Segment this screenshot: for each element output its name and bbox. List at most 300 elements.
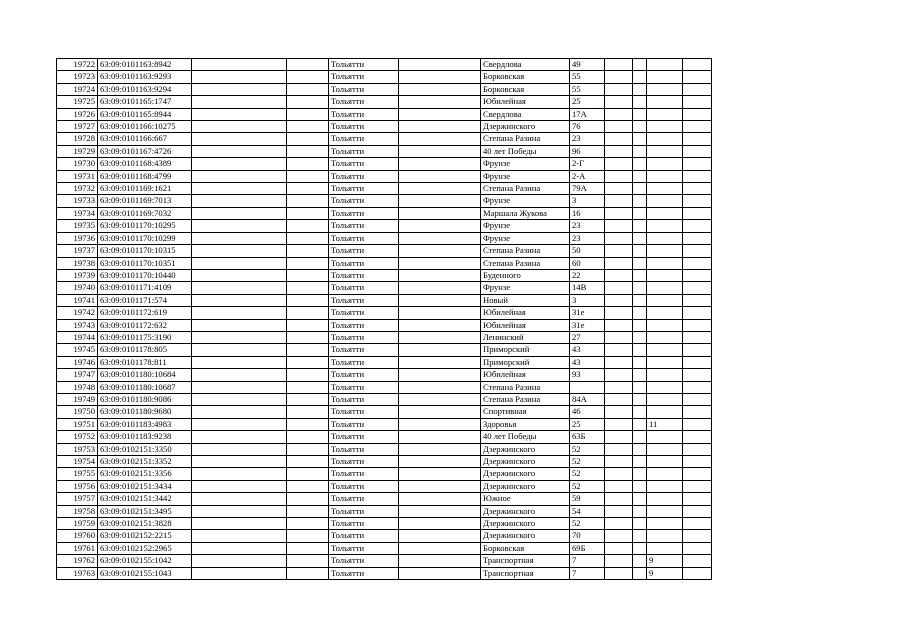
- cell-row-number: 19754: [57, 456, 98, 468]
- cell-building-number: [647, 158, 683, 170]
- cell-blank-col-4: [287, 319, 329, 331]
- table-row: [57, 257, 712, 269]
- cell-blank-col-6: [399, 220, 481, 232]
- cell-house-number: 17А: [570, 108, 605, 120]
- cell-blank-col-6: [399, 468, 481, 480]
- cell-building-number: [647, 369, 683, 381]
- table-row: [57, 220, 712, 232]
- cell-blank-col-12: [683, 220, 712, 232]
- cell-blank-col-6: [399, 108, 481, 120]
- table-row: [57, 456, 712, 468]
- cell-blank-col-4: [287, 381, 329, 393]
- cell-building-number: [647, 406, 683, 418]
- table-row: [57, 245, 712, 257]
- cell-house-number: 52: [570, 480, 605, 492]
- cell-building-number: [647, 207, 683, 219]
- cell-cadastral-number: 63:09:0101171:4109: [98, 282, 192, 294]
- cell-building-number: [647, 294, 683, 306]
- table-row: [57, 83, 712, 95]
- cell-row-number: 19748: [57, 381, 98, 393]
- cell-blank-col-4: [287, 480, 329, 492]
- cell-building-number: [647, 232, 683, 244]
- cell-street: Дзержинского: [481, 505, 570, 517]
- cell-row-number: 19759: [57, 518, 98, 530]
- cell-blank-col-4: [287, 158, 329, 170]
- cell-house-number: 52: [570, 468, 605, 480]
- cell-house-number: 7: [570, 555, 605, 567]
- cell-house-number: 14В: [570, 282, 605, 294]
- cell-city: Тольятти: [329, 232, 399, 244]
- cell-building-number: [647, 431, 683, 443]
- cell-blank-col-6: [399, 83, 481, 95]
- cell-blank-col-12: [683, 344, 712, 356]
- cell-blank-col-3: [192, 555, 287, 567]
- cell-cadastral-number: 63:09:0102151:3350: [98, 443, 192, 455]
- cell-blank-col-12: [683, 480, 712, 492]
- table-row: [57, 344, 712, 356]
- cell-blank-col-9: [605, 269, 633, 281]
- cell-blank-col-3: [192, 567, 287, 579]
- cell-building-number: [647, 331, 683, 343]
- cell-blank-col-10: [633, 294, 647, 306]
- cell-city: Тольятти: [329, 158, 399, 170]
- cell-blank-col-9: [605, 121, 633, 133]
- cell-row-number: 19722: [57, 59, 98, 71]
- table-row: [57, 158, 712, 170]
- cell-building-number: [647, 59, 683, 71]
- cell-blank-col-3: [192, 108, 287, 120]
- cell-city: Тольятти: [329, 356, 399, 368]
- cell-blank-col-9: [605, 356, 633, 368]
- cell-blank-col-10: [633, 307, 647, 319]
- cell-blank-col-3: [192, 59, 287, 71]
- cell-blank-col-4: [287, 269, 329, 281]
- cell-blank-col-4: [287, 406, 329, 418]
- cell-city: Тольятти: [329, 71, 399, 83]
- cell-city: Тольятти: [329, 207, 399, 219]
- cell-building-number: [647, 456, 683, 468]
- cell-house-number: 96: [570, 145, 605, 157]
- cell-blank-col-9: [605, 505, 633, 517]
- cell-blank-col-3: [192, 369, 287, 381]
- cell-house-number: 23: [570, 133, 605, 145]
- cell-blank-col-10: [633, 207, 647, 219]
- cell-blank-col-12: [683, 369, 712, 381]
- cell-house-number: 3: [570, 294, 605, 306]
- cell-house-number: 59: [570, 493, 605, 505]
- cell-street: Фрунзе: [481, 158, 570, 170]
- cell-blank-col-9: [605, 71, 633, 83]
- table-row: [57, 232, 712, 244]
- cell-street: Степана Разина: [481, 381, 570, 393]
- cell-blank-col-10: [633, 480, 647, 492]
- cell-blank-col-12: [683, 431, 712, 443]
- table-row: [57, 59, 712, 71]
- cell-blank-col-12: [683, 232, 712, 244]
- cell-blank-col-9: [605, 493, 633, 505]
- cell-blank-col-10: [633, 170, 647, 182]
- cell-city: Тольятти: [329, 456, 399, 468]
- cell-building-number: 9: [647, 555, 683, 567]
- cell-building-number: [647, 195, 683, 207]
- cell-blank-col-6: [399, 282, 481, 294]
- cell-street: Степана Разина: [481, 183, 570, 195]
- cell-blank-col-6: [399, 195, 481, 207]
- cell-blank-col-6: [399, 319, 481, 331]
- cell-blank-col-3: [192, 319, 287, 331]
- cell-blank-col-3: [192, 294, 287, 306]
- cell-row-number: 19751: [57, 418, 98, 430]
- cell-blank-col-4: [287, 83, 329, 95]
- cell-house-number: 46: [570, 406, 605, 418]
- cell-row-number: 19745: [57, 344, 98, 356]
- cell-street: Ленинский: [481, 331, 570, 343]
- cell-blank-col-10: [633, 542, 647, 554]
- cell-city: Тольятти: [329, 145, 399, 157]
- cell-city: Тольятти: [329, 518, 399, 530]
- cell-street: Новый: [481, 294, 570, 306]
- cell-row-number: 19726: [57, 108, 98, 120]
- cell-blank-col-6: [399, 431, 481, 443]
- cell-blank-col-3: [192, 431, 287, 443]
- cell-blank-col-3: [192, 282, 287, 294]
- cell-cadastral-number: 63:09:0101180:10687: [98, 381, 192, 393]
- cell-building-number: [647, 493, 683, 505]
- cell-cadastral-number: 63:09:0101163:9293: [98, 71, 192, 83]
- cell-row-number: 19727: [57, 121, 98, 133]
- table-row: [57, 468, 712, 480]
- table-row: [57, 356, 712, 368]
- cell-street: Юбилейная: [481, 319, 570, 331]
- cell-street: Степана Разина: [481, 245, 570, 257]
- cell-house-number: 93: [570, 369, 605, 381]
- cell-cadastral-number: 63:09:0101163:8942: [98, 59, 192, 71]
- cell-blank-col-10: [633, 505, 647, 517]
- cell-cadastral-number: 63:09:0102151:3442: [98, 493, 192, 505]
- cell-blank-col-6: [399, 232, 481, 244]
- cell-blank-col-12: [683, 307, 712, 319]
- cell-blank-col-9: [605, 282, 633, 294]
- cell-blank-col-6: [399, 356, 481, 368]
- cell-blank-col-6: [399, 71, 481, 83]
- cell-building-number: 9: [647, 567, 683, 579]
- cell-blank-col-9: [605, 232, 633, 244]
- cell-row-number: 19736: [57, 232, 98, 244]
- cell-blank-col-9: [605, 344, 633, 356]
- cell-blank-col-12: [683, 245, 712, 257]
- cell-cadastral-number: 63:09:0102151:3434: [98, 480, 192, 492]
- cell-row-number: 19753: [57, 443, 98, 455]
- cell-house-number: 79А: [570, 183, 605, 195]
- cell-street: Степана Разина: [481, 133, 570, 145]
- cell-blank-col-9: [605, 96, 633, 108]
- cell-blank-col-3: [192, 505, 287, 517]
- cell-cadastral-number: 63:09:0102155:1043: [98, 567, 192, 579]
- cell-blank-col-6: [399, 294, 481, 306]
- cell-blank-col-9: [605, 183, 633, 195]
- table-row: [57, 493, 712, 505]
- cell-street: Приморский: [481, 344, 570, 356]
- cell-blank-col-12: [683, 393, 712, 405]
- cell-street: Дзержинского: [481, 480, 570, 492]
- cell-cadastral-number: 63:09:0101165:8944: [98, 108, 192, 120]
- cell-city: Тольятти: [329, 257, 399, 269]
- cell-city: Тольятти: [329, 319, 399, 331]
- table-row: [57, 96, 712, 108]
- cell-blank-col-6: [399, 393, 481, 405]
- cell-row-number: 19731: [57, 170, 98, 182]
- cell-blank-col-9: [605, 207, 633, 219]
- cell-blank-col-10: [633, 331, 647, 343]
- cell-street: Фрунзе: [481, 170, 570, 182]
- cell-blank-col-12: [683, 331, 712, 343]
- cell-building-number: [647, 220, 683, 232]
- cell-blank-col-10: [633, 232, 647, 244]
- cell-blank-col-3: [192, 381, 287, 393]
- cell-blank-col-4: [287, 232, 329, 244]
- cell-city: Тольятти: [329, 96, 399, 108]
- cell-blank-col-10: [633, 418, 647, 430]
- cell-blank-col-3: [192, 418, 287, 430]
- table-row: [57, 480, 712, 492]
- cell-blank-col-12: [683, 71, 712, 83]
- registry-table: [56, 58, 712, 580]
- cell-blank-col-3: [192, 121, 287, 133]
- cell-blank-col-4: [287, 96, 329, 108]
- cell-city: Тольятти: [329, 307, 399, 319]
- cell-blank-col-4: [287, 294, 329, 306]
- cell-blank-col-9: [605, 443, 633, 455]
- cell-street: Здоровья: [481, 418, 570, 430]
- cell-blank-col-3: [192, 406, 287, 418]
- cell-blank-col-10: [633, 145, 647, 157]
- cell-blank-col-6: [399, 145, 481, 157]
- cell-blank-col-10: [633, 468, 647, 480]
- cell-blank-col-12: [683, 282, 712, 294]
- cell-row-number: 19740: [57, 282, 98, 294]
- cell-house-number: 7: [570, 567, 605, 579]
- cell-blank-col-10: [633, 443, 647, 455]
- cell-cadastral-number: 63:09:0101172:619: [98, 307, 192, 319]
- cell-blank-col-6: [399, 96, 481, 108]
- cell-row-number: 19732: [57, 183, 98, 195]
- cell-blank-col-3: [192, 518, 287, 530]
- cell-blank-col-12: [683, 356, 712, 368]
- cell-city: Тольятти: [329, 170, 399, 182]
- cell-city: Тольятти: [329, 418, 399, 430]
- cell-city: Тольятти: [329, 431, 399, 443]
- cell-cadastral-number: 63:09:0101180:9680: [98, 406, 192, 418]
- cell-blank-col-10: [633, 518, 647, 530]
- cell-house-number: 31е: [570, 307, 605, 319]
- cell-street: Буденного: [481, 269, 570, 281]
- cell-blank-col-6: [399, 406, 481, 418]
- table-row: [57, 542, 712, 554]
- cell-blank-col-4: [287, 245, 329, 257]
- cell-cadastral-number: 63:09:0101172:632: [98, 319, 192, 331]
- cell-row-number: 19756: [57, 480, 98, 492]
- table-row: [57, 567, 712, 579]
- table-row: [57, 406, 712, 418]
- cell-cadastral-number: 63:09:0102151:3828: [98, 518, 192, 530]
- cell-city: Тольятти: [329, 59, 399, 71]
- table-row: [57, 555, 712, 567]
- cell-blank-col-10: [633, 406, 647, 418]
- cell-street: Транспортная: [481, 555, 570, 567]
- cell-blank-col-6: [399, 207, 481, 219]
- cell-blank-col-4: [287, 257, 329, 269]
- cell-blank-col-3: [192, 307, 287, 319]
- cell-blank-col-4: [287, 183, 329, 195]
- cell-blank-col-12: [683, 269, 712, 281]
- cell-building-number: [647, 108, 683, 120]
- cell-cadastral-number: 63:09:0102155:1042: [98, 555, 192, 567]
- cell-blank-col-9: [605, 406, 633, 418]
- cell-blank-col-4: [287, 220, 329, 232]
- cell-row-number: 19725: [57, 96, 98, 108]
- cell-street: Степана Разина: [481, 257, 570, 269]
- cell-city: Тольятти: [329, 567, 399, 579]
- table-row: [57, 108, 712, 120]
- cell-street: Транспортная: [481, 567, 570, 579]
- registry-table-body: [57, 59, 712, 580]
- cell-blank-col-6: [399, 121, 481, 133]
- cell-city: Тольятти: [329, 369, 399, 381]
- table-row: [57, 145, 712, 157]
- cell-blank-col-4: [287, 356, 329, 368]
- cell-building-number: [647, 319, 683, 331]
- cell-cadastral-number: 63:09:0101166:10275: [98, 121, 192, 133]
- cell-cadastral-number: 63:09:0101163:9294: [98, 83, 192, 95]
- cell-house-number: 70: [570, 530, 605, 542]
- cell-building-number: [647, 542, 683, 554]
- cell-blank-col-9: [605, 257, 633, 269]
- cell-building-number: [647, 145, 683, 157]
- cell-row-number: 19737: [57, 245, 98, 257]
- cell-house-number: 2-Г: [570, 158, 605, 170]
- cell-building-number: [647, 71, 683, 83]
- cell-blank-col-10: [633, 269, 647, 281]
- cell-blank-col-6: [399, 567, 481, 579]
- cell-blank-col-3: [192, 493, 287, 505]
- cell-blank-col-6: [399, 493, 481, 505]
- cell-house-number: 43: [570, 356, 605, 368]
- cell-cadastral-number: 63:09:0101167:4726: [98, 145, 192, 157]
- cell-blank-col-12: [683, 567, 712, 579]
- cell-building-number: [647, 505, 683, 517]
- cell-blank-col-10: [633, 183, 647, 195]
- cell-blank-col-9: [605, 393, 633, 405]
- cell-blank-col-6: [399, 530, 481, 542]
- cell-blank-col-6: [399, 344, 481, 356]
- cell-building-number: [647, 133, 683, 145]
- cell-street: Дзержинского: [481, 121, 570, 133]
- cell-blank-col-9: [605, 480, 633, 492]
- cell-row-number: 19755: [57, 468, 98, 480]
- cell-blank-col-6: [399, 183, 481, 195]
- cell-building-number: [647, 393, 683, 405]
- table-row: [57, 418, 712, 430]
- cell-row-number: 19757: [57, 493, 98, 505]
- table-row: [57, 319, 712, 331]
- cell-blank-col-10: [633, 493, 647, 505]
- cell-row-number: 19746: [57, 356, 98, 368]
- cell-row-number: 19738: [57, 257, 98, 269]
- cell-cadastral-number: 63:09:0101170:10299: [98, 232, 192, 244]
- cell-blank-col-3: [192, 170, 287, 182]
- cell-blank-col-4: [287, 443, 329, 455]
- cell-street: Фрунзе: [481, 232, 570, 244]
- cell-blank-col-9: [605, 133, 633, 145]
- cell-blank-col-6: [399, 456, 481, 468]
- table-row: [57, 195, 712, 207]
- cell-building-number: [647, 257, 683, 269]
- cell-blank-col-10: [633, 257, 647, 269]
- cell-row-number: 19760: [57, 530, 98, 542]
- cell-house-number: 25: [570, 418, 605, 430]
- cell-cadastral-number: 63:09:0102151:3495: [98, 505, 192, 517]
- cell-blank-col-3: [192, 145, 287, 157]
- cell-blank-col-4: [287, 369, 329, 381]
- cell-blank-col-9: [605, 331, 633, 343]
- cell-blank-col-9: [605, 418, 633, 430]
- cell-blank-col-3: [192, 257, 287, 269]
- cell-street: Дзержинского: [481, 456, 570, 468]
- cell-blank-col-4: [287, 170, 329, 182]
- cell-blank-col-9: [605, 158, 633, 170]
- cell-building-number: [647, 480, 683, 492]
- cell-blank-col-12: [683, 59, 712, 71]
- cell-blank-col-3: [192, 220, 287, 232]
- cell-blank-col-10: [633, 245, 647, 257]
- table-row: [57, 431, 712, 443]
- cell-house-number: 31е: [570, 319, 605, 331]
- cell-blank-col-10: [633, 158, 647, 170]
- cell-blank-col-3: [192, 356, 287, 368]
- cell-blank-col-10: [633, 121, 647, 133]
- cell-row-number: 19758: [57, 505, 98, 517]
- cell-house-number: 23: [570, 232, 605, 244]
- cell-blank-col-12: [683, 456, 712, 468]
- table-row: [57, 505, 712, 517]
- cell-cadastral-number: 63:09:0101170:10315: [98, 245, 192, 257]
- cell-building-number: [647, 307, 683, 319]
- cell-blank-col-10: [633, 220, 647, 232]
- cell-blank-col-10: [633, 59, 647, 71]
- cell-blank-col-10: [633, 381, 647, 393]
- cell-blank-col-12: [683, 257, 712, 269]
- cell-house-number: 3: [570, 195, 605, 207]
- cell-city: Тольятти: [329, 393, 399, 405]
- cell-house-number: 60: [570, 257, 605, 269]
- cell-blank-col-12: [683, 418, 712, 430]
- cell-city: Тольятти: [329, 480, 399, 492]
- cell-blank-col-12: [683, 530, 712, 542]
- cell-building-number: [647, 170, 683, 182]
- cell-street: Борковская: [481, 71, 570, 83]
- cell-blank-col-10: [633, 319, 647, 331]
- cell-building-number: [647, 96, 683, 108]
- cell-blank-col-12: [683, 493, 712, 505]
- cell-blank-col-9: [605, 220, 633, 232]
- cell-blank-col-6: [399, 245, 481, 257]
- cell-blank-col-10: [633, 195, 647, 207]
- cell-blank-col-4: [287, 207, 329, 219]
- cell-building-number: [647, 344, 683, 356]
- cell-blank-col-4: [287, 145, 329, 157]
- cell-blank-col-3: [192, 443, 287, 455]
- cell-blank-col-10: [633, 530, 647, 542]
